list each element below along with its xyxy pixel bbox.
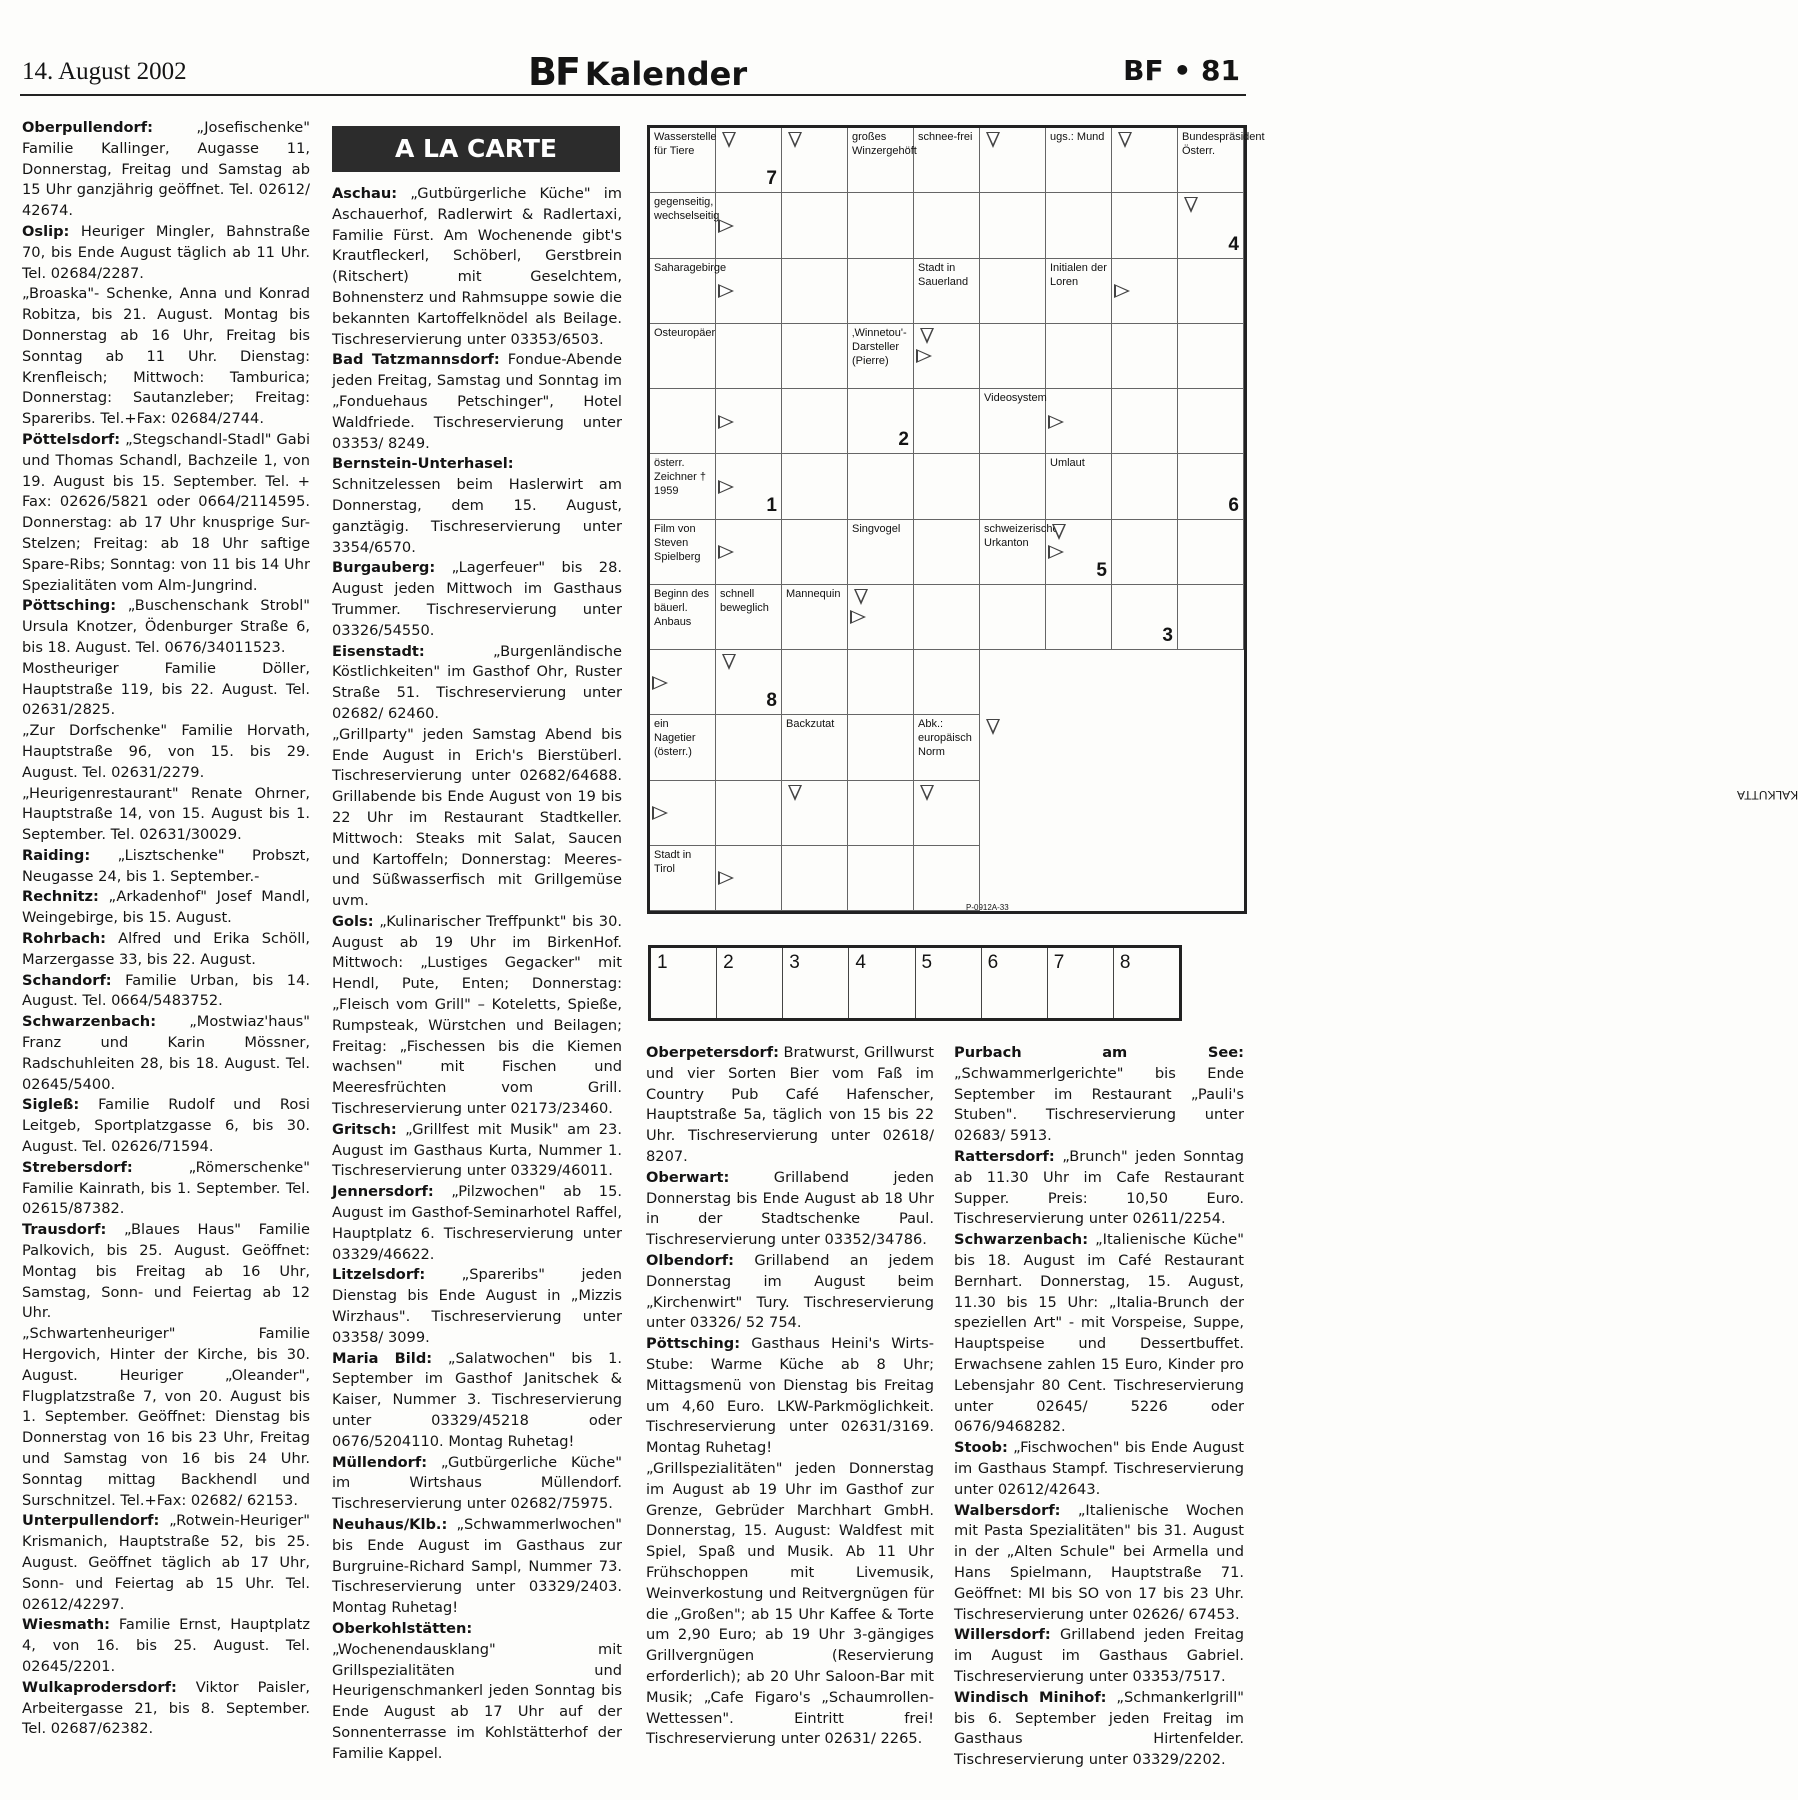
crossword-cell[interactable]: [848, 650, 914, 715]
place-name: Gritsch:: [332, 1120, 397, 1138]
listing-entry: [332, 1515, 622, 1619]
listing-entry: [954, 1688, 1244, 1771]
listing-text: „Burgenländische Köstlichkeiten" im Gasthof Ohr, Ruster Straße 51. Tischreservierung unter 02682/ 62460.: [332, 642, 622, 722]
place-name: Walbersdorf:: [954, 1501, 1061, 1519]
clue-cell: österr. Zeichner † 1959: [650, 454, 716, 519]
crossword-cell[interactable]: [914, 389, 980, 454]
place-name: Raiding:: [22, 846, 91, 864]
section-title: Kalender: [584, 55, 748, 93]
place-name: Stoob:: [954, 1439, 1008, 1457]
clue-cell: ‚Winnetou'-Darsteller (Pierre): [848, 324, 914, 389]
listing-entry: [22, 1615, 310, 1677]
crossword-cell[interactable]: [782, 650, 848, 715]
listing-entry: [22, 1158, 310, 1220]
listing-entry: [332, 1120, 622, 1182]
listing-text: „Lagerfeuer" bis 28. August jeden Mittwoch im Gasthaus Trummer. Tischreservierung unter 03326/54550.: [332, 559, 622, 639]
listing-text: „Lisztschenke" Probszt, Neugasse 24, bis 1. September.-: [22, 846, 310, 885]
crossword-cell[interactable]: [1112, 454, 1178, 519]
listing-text: Grillabend jeden Freitag im August im Gasthaus Gabriel. Tischreservierung unter 03353/7517.: [954, 1626, 1244, 1685]
crossword-cell[interactable]: [782, 324, 848, 389]
listing-text: „Schwammerlgerichte" bis Ende September im Restaurant „Pauli's Stuben". Tischreservierung unter 02683/ 5913.: [954, 1064, 1244, 1145]
crossword-cell[interactable]: [1112, 520, 1178, 585]
arrow-down-icon: [788, 132, 802, 148]
place-name: Purbach am See:: [954, 1044, 1244, 1061]
clue-cell: Film von Steven Spielberg: [650, 520, 716, 585]
listing-text: „Mostwiaz'haus" Franz und Karin Mössner, Radschuhleiten 28, bis 18. August. Tel. 02645/5400.: [22, 1013, 310, 1093]
clue-cell: ugs.: Mund: [1046, 128, 1112, 193]
puzzle-code: P-0912A-33: [966, 903, 1009, 912]
crossword-cell[interactable]: [848, 781, 914, 846]
clue-cell: Singvogel: [848, 520, 914, 585]
listing-text: Mostheuriger Familie Döller, Hauptstraße 119, bis 22. August. Tel. 02631/2825.: [22, 659, 310, 719]
arrow-right-icon: [1048, 415, 1064, 429]
listing-text: „Italienische Küche" bis 18. August im Café Restaurant Bernhart. Donnerstag, 15. August, 11.30 bis 15 Uhr: „Italia-Brunch der speziellen Art" - mit Vorspeise, Suppe, Hauptspeise und Dessertbuffet. Erwachsene zahlen 15 Euro, Kinder pro Lebensjahr 80 Cent. Tischreservierung unter 02645/ 5226 oder 0676/9468282.: [954, 1231, 1244, 1436]
arrow-down-icon: [854, 589, 868, 605]
crossword-cell[interactable]: [848, 193, 914, 258]
listing-text: Heuriger Mingler, Bahnstraße 70, bis Ende August täglich ab 11 Uhr. Tel. 02684/2287.: [22, 222, 310, 282]
listing-text: „Josefischenke" Familie Kallinger, Augasse 11, Donnerstag, Freitag und Samstag ab 15 Uhr ganzjährig geöffnet. Tel. 02612/ 42674.: [22, 119, 310, 220]
place-name: Burgauberg:: [332, 559, 436, 577]
listing-entry: [332, 725, 622, 912]
listing-text: Grillabend jeden Donnerstag bis Ende August ab 18 Uhr in der Stadtschenke Paul. Tischreservierung unter 03352/34786.: [646, 1168, 934, 1249]
listing-entry: [646, 1168, 934, 1251]
answer-cell[interactable]: 4: [849, 948, 915, 1018]
listing-entry: [954, 1501, 1244, 1626]
crossword-cell[interactable]: [914, 454, 980, 519]
listings-column-4: [954, 1043, 1244, 1771]
crossword-puzzle: [647, 125, 1798, 914]
crossword-cell[interactable]: [782, 389, 848, 454]
listings-column-1: [22, 118, 310, 1740]
solution-number: 7: [766, 168, 777, 190]
solution-number: 1: [766, 494, 777, 516]
listing-entry: [332, 558, 622, 641]
listing-entry: [22, 784, 310, 846]
listing-entry: [22, 284, 310, 430]
place-name: Maria Bild:: [332, 1349, 433, 1367]
place-name: Eisenstadt:: [332, 642, 425, 660]
listing-entry: [954, 1043, 1244, 1147]
listing-entry: [332, 1182, 622, 1265]
clue-cell: ein Nagetier (österr.): [650, 715, 716, 780]
clue-cell: großes Winzergehöft: [848, 128, 914, 193]
listing-entry: [954, 1147, 1244, 1230]
place-name: Gols:: [332, 912, 374, 930]
listing-text: „Grillspezialitäten" jeden Donnerstag im August ab 19 Uhr im Gasthof zur Grenze, Gebrüder Marchhart GmbH. Donnerstag, 15. August: Waldfest mit Spiel, Spaß und Musik. Ab 11 Uhr Frühschoppen mit Livemusik, Weinverkostung und Reitvergnügen für die „Großen"; ab 15 Uhr Kaffee & Torte um 2,90 Euro; ab 19 Uhr 3-gängiges Grillvergnügen (Reservierung erforderlich); ab 20 Uhr Saloon-Bar mit Musik; „Cafe Figaro's „Schaumrollen-Wettessen". Eintritt frei! Tischreservierung unter 02631/ 2265.: [646, 1459, 934, 1748]
place-name: Schwarzenbach:: [954, 1231, 1089, 1249]
brand-logo: BF: [528, 50, 579, 94]
arrow-down-icon: [1184, 197, 1198, 213]
listing-entry: [332, 350, 622, 454]
listing-entry: [332, 184, 622, 350]
listing-entry: [954, 1438, 1244, 1500]
listing-entry: [22, 1095, 310, 1157]
listing-entry: [332, 1619, 622, 1765]
crossword-cell[interactable]: [1178, 520, 1244, 585]
listing-entry: [22, 721, 310, 783]
crossword-cell[interactable]: [1178, 259, 1244, 324]
place-name: Windisch Minihof:: [954, 1688, 1107, 1706]
answer-cell[interactable]: 2: [717, 948, 783, 1018]
place-name: Trausdorf:: [22, 1221, 107, 1239]
place-name: Rohrbach:: [22, 930, 107, 948]
solution-number: 3: [1162, 625, 1173, 646]
crossword-cell[interactable]: [914, 193, 980, 258]
place-name: Litzelsdorf:: [332, 1266, 426, 1284]
crossword-cell[interactable]: [848, 846, 914, 911]
listing-text: „Broaska"- Schenke, Anna und Konrad Robitza, bis 21. August. Montag bis Donnerstag ab 16 Uhr, Freitag bis Sonntag ab 11 Uhr. Dienstag: Krenfleisch; Mittwoch: Tamburica; Donnerstag: Sautanzleber; Freitag: Spareribs. Tel.+Fax: 02684/2744.: [22, 285, 310, 428]
clue-cell: Umlaut: [1046, 454, 1112, 519]
arrow-right-icon: [916, 349, 932, 363]
crossword-cell[interactable]: [914, 650, 980, 715]
solution-label: KALKUTTA: [1737, 788, 1798, 802]
place-name: Sigleß:: [22, 1096, 80, 1114]
listing-text: „Grillparty" jeden Samstag Abend bis Ende August in Erich's Bierstüberl. Tischreservierung unter 02682/64688. Grillabende bis Ende August von 19 bis 22 Uhr im Restaurant Stadtkeller. Mittwoch: Steaks mit Salat, Saucen und Kartoffeln; Donnerstag: Meeres- und Süßwasserfisch mit Grillgemüse uvm.: [332, 725, 622, 910]
arrow-right-icon: [652, 806, 668, 820]
place-name: Rattersdorf:: [954, 1147, 1055, 1165]
listing-text: „Salatwochen" bis 1. September im Gasthof Janitschek & Kaiser, Nummer 3. Tischreservierung unter 03329/45218 oder 0676/5204110. Montag Ruhetag!: [332, 1349, 622, 1450]
listing-entry: [332, 912, 622, 1120]
listing-entry: [646, 1334, 934, 1459]
page-number: BF • 81: [1123, 54, 1240, 87]
place-name: Wulkaprodersdorf:: [22, 1678, 177, 1696]
listing-text: Alfred und Erika Schöll, Marzergasse 33, bis 22. August.: [22, 930, 310, 968]
clue-cell: Stadt in Tirol: [650, 846, 716, 911]
crossword-cell[interactable]: [1046, 324, 1112, 389]
place-name: Rechnitz:: [22, 888, 99, 906]
clue-cell: Beginn des bäuerl. Anbaus: [650, 585, 716, 650]
listing-entry: [22, 971, 310, 1013]
listings-column-3: [646, 1043, 934, 1750]
place-name: Oberkohlstätten:: [332, 1619, 473, 1637]
listing-text: „Spareribs" jeden Dienstag bis Ende August in „Mizzis Wirzhaus". Tischreservierung unter 03358/ 3099.: [332, 1266, 622, 1346]
place-name: Strebersdorf:: [22, 1158, 133, 1176]
listing-text: „Gutbürgerliche Küche" im Wirtshaus Müllendorf. Tischreservierung unter 02682/75975.: [332, 1453, 622, 1513]
crossword-cell[interactable]: [1178, 454, 1244, 519]
clue-cell: Wasserstelle für Tiere: [650, 128, 716, 193]
place-name: Aschau:: [332, 185, 398, 202]
crossword-cell[interactable]: [980, 454, 1046, 519]
listing-entry: [22, 1324, 310, 1511]
clue-cell: Bundespräsident Österr.: [1178, 128, 1244, 193]
arrow-right-icon: [1114, 284, 1130, 298]
arrow-right-icon: [718, 284, 734, 298]
listing-text: „Arkadenhof" Josef Mandl, Weingebirge, bis 15. August.: [22, 888, 310, 927]
place-name: Olbendorf:: [646, 1251, 734, 1269]
clue-cell: Abk.: europäisch Norm: [914, 715, 980, 780]
arrow-right-icon: [652, 676, 668, 690]
place-name: Pöttelsdorf:: [22, 430, 121, 448]
crossword-cell[interactable]: [1178, 389, 1244, 454]
arrow-right-icon: [718, 415, 734, 429]
place-name: Wiesmath:: [22, 1616, 110, 1634]
crossword-cell[interactable]: [914, 846, 980, 911]
crossword-cell[interactable]: [848, 259, 914, 324]
crossword-cell[interactable]: [782, 846, 848, 911]
crossword-cell[interactable]: [650, 389, 716, 454]
crossword-cell[interactable]: [848, 389, 914, 454]
solution-row: [648, 945, 1182, 1021]
place-name: Bad Tatzmannsdorf:: [332, 351, 500, 369]
clue-cell: Stadt in Sauerland: [914, 259, 980, 324]
crossword-cell[interactable]: [782, 193, 848, 258]
listing-text: „Rotwein-Heuriger" Krismanich, Hauptstraße 52, bis 25. August. Geöffnet täglich ab 17 Uhr, Sonn- und Feiertag ab 15 Uhr. Tel. 02612/42297.: [22, 1512, 310, 1613]
crossword-cell[interactable]: [716, 324, 782, 389]
listing-text: „Brunch" jeden Sonntag ab 11.30 Uhr im Cafe Restaurant Supper. Preis: 10,50 Euro. Tischreservierung unter 02611/2254.: [954, 1147, 1244, 1228]
crossword-cell[interactable]: [848, 715, 914, 780]
answer-cell[interactable]: 3: [783, 948, 849, 1018]
listing-text: Fondue-Abende jeden Freitag, Samstag und Sonntag im „Fonduehaus Petschinger", Hotel Waldfriede. Tischreservierung unter 03353/ 8249.: [332, 351, 622, 452]
crossword-cell[interactable]: [1178, 585, 1244, 650]
arrow-down-icon: [1118, 132, 1132, 148]
listing-text: Bratwurst, Grillwurst und vier Sorten Bier vom Faß im Country Pub Café Hafenscher, Hauptstraße 5a, täglich von 15 bis 22 Uhr. Tischreservierung unter 02618/ 8207.: [646, 1044, 934, 1165]
crossword-cell[interactable]: [1046, 193, 1112, 258]
listing-entry: [332, 1265, 622, 1348]
listing-text: Gasthaus Heini's Wirts-Stube: Warme Küche ab 8 Uhr; Mittagsmenü von Dienstag bis Freitag um 4,60 Euro. LKW-Parkmöglichkeit. Tischreservierung unter 02631/3169. Montag Ruhetag!: [646, 1335, 934, 1457]
crossword-cell[interactable]: [980, 324, 1046, 389]
listing-text: „Kulinarischer Treffpunkt" bis 30. August ab 19 Uhr im BirkenHof. Mittwoch: „Lustiges Gegacker" mit Hendl, Pute, Enten; Donnerstag: „Fleisch vom Grill" – Koteletts, Spieße, Rumpsteak, Würstchen und Beilagen; Freitag: „Fischessen bis die Kiemen wachsen" mit Fischen und Meeresfrüchten vom Grill. Tischreservierung unter 02173/23460.: [332, 912, 622, 1118]
listing-text: „Buschenschank Strobl" Ursula Knotzer, Ödenburger Straße 6, bis 18. August. Tel. 0676/34011523.: [22, 597, 310, 656]
listing-entry: [332, 1453, 622, 1515]
answer-cell[interactable]: 7: [1048, 948, 1114, 1018]
place-name: Unterpullendorf:: [22, 1512, 160, 1530]
arrow-right-icon: [718, 219, 734, 233]
crossword-cell[interactable]: [980, 259, 1046, 324]
arrow-right-icon: [850, 610, 866, 624]
solution-number: 5: [1096, 559, 1107, 581]
solution-number: 6: [1228, 494, 1239, 516]
solution-number: 4: [1228, 233, 1239, 255]
listing-entry: [22, 846, 310, 888]
crossword-cell[interactable]: [716, 781, 782, 846]
place-name: Bernstein-Unterhasel:: [332, 455, 514, 473]
arrow-down-icon: [722, 132, 736, 148]
crossword-cell[interactable]: [980, 585, 1046, 650]
place-name: Pöttsching:: [646, 1335, 741, 1353]
place-name: Willersdorf:: [954, 1626, 1051, 1644]
crossword-cell[interactable]: [1112, 324, 1178, 389]
listing-text: „Stegschandl-Stadl" Gabi und Thomas Schandl, Bachzeile 1, von 19. August bis 15. September. Tel. + Fax: 02626/5821 oder 0664/2114595. Donnerstag: ab 17 Uhr knusprige Sur-Stelzen; Freitag: ab 18 Uhr saftige Spare-Ribs; Sonntag: von 11 bis 14 Uhr Spezialitäten vom Alm-Jungrind.: [22, 430, 310, 594]
place-name: Oslip:: [22, 222, 70, 240]
clue-cell: Videosystem: [980, 389, 1046, 454]
arrow-down-icon: [788, 785, 802, 801]
listing-text: Familie Rudolf und Rosi Leitgeb, Sportplatzgasse 6, bis 30. August. Tel. 02626/71594.: [22, 1096, 310, 1156]
place-name: Oberpullendorf:: [22, 119, 153, 136]
answer-cell[interactable]: 5: [916, 948, 982, 1018]
listings-column-2: [332, 184, 622, 1765]
listing-text: „Blaues Haus" Familie Palkovich, bis 25. August. Geöffnet: Montag bis Freitag ab 16 Uhr, Samstag, Sonn- und Feiertag ab 12 Uhr.: [22, 1221, 310, 1322]
arrow-down-icon: [986, 132, 1000, 148]
place-name: Jennersdorf:: [332, 1183, 434, 1201]
listing-entry: [22, 430, 310, 596]
arrow-down-icon: [1052, 524, 1066, 540]
crossword-cell[interactable]: [1178, 324, 1244, 389]
listing-entry: [22, 887, 310, 929]
clue-cell: Backzutat: [782, 715, 848, 780]
answer-cell[interactable]: 6: [982, 948, 1048, 1018]
listing-text: „Römerschenke" Familie Kainrath, bis 1. September. Tel. 02615/87382.: [22, 1158, 310, 1218]
listing-entry: [646, 1459, 934, 1750]
listing-entry: [22, 1012, 310, 1095]
listing-entry: [22, 596, 310, 658]
crossword-cell[interactable]: [716, 715, 782, 780]
clue-cell: Saharagebirge: [650, 259, 716, 324]
listing-text: „Grillfest mit Musik" am 23. August im Gasthaus Kurta, Nummer 1. Tischreservierung unter 03329/46011.: [332, 1120, 622, 1180]
listing-text: „Schwartenheuriger" Familie Hergovich, Hinter der Kirche, bis 30. August. Heuriger „Oleander", Flugplatzstraße 7, von 20. August bis 1. September. Geöffnet: Dienstag bis Donnerstag von 16 bis 23 Uhr, Freitag und Samstag von 16 bis 24 Uhr. Sonntag mittag Backhendl und Surschnitzel. Tel.+Fax: 02682/ 62153.: [22, 1325, 310, 1509]
listing-entry: [332, 642, 622, 725]
section-header: [528, 50, 747, 94]
listing-entry: [332, 454, 622, 558]
arrow-down-icon: [920, 328, 934, 344]
listing-text: Familie Ernst, Hauptplatz 4, von 16. bis 25. August. Tel. 02645/2201.: [22, 1616, 310, 1675]
clue-cell: schweizerischer Urkanton: [980, 520, 1046, 585]
listing-text: „Schwammerlwochen" bis Ende August im Gasthaus zur Burgruine-Richard Sampl, Nummer 73. Tischreservierung unter 03329/2403. Montag Ruhetag!: [332, 1516, 622, 1617]
arrow-down-icon: [986, 719, 1000, 735]
listing-entry: [954, 1625, 1244, 1687]
answer-cell[interactable]: 8: [1119, 952, 1131, 973]
clue-cell: Initialen der Loren: [1046, 259, 1112, 324]
listing-entry: [22, 1678, 310, 1740]
listing-text: „Gutbürgerliche Küche" im Aschauerhof, Radlerwirt & Radlertaxi, Familie Fürst. Am Wochenende gibt's Krautfleckerl, Schöberl, Gerstbrein (Ritschert) mit Geselchtem, Bohnensterz und Rahmsuppe sowie die bekannten Kartoffelknödel als Beilage. Tischreservierung unter 03353/6503.: [332, 185, 622, 348]
crossword-cell[interactable]: [1046, 585, 1112, 650]
listing-text: „Fischwochen" bis Ende August im Gasthaus Stampf. Tischreservierung unter 02612/42643.: [954, 1439, 1244, 1498]
listing-text: „Wochenendausklang" mit Grillspezialitäten und Heurigenschmankerl jeden Sonntag bis Ende August ab 17 Uhr auf der Sonnenterrasse im Kohlstätterhof der Familie Kappel.: [332, 1640, 622, 1762]
listing-text: „Italienische Wochen mit Pasta Spezialitäten" bis 31. August in der „Alten Schule" bei Armella und Hans Spielmann, Hauptstraße 71. Geöffnet: MI bis SO von 17 bis 23 Uhr. Tischreservierung unter 02626/ 67453.: [954, 1501, 1244, 1623]
crossword-cell[interactable]: [782, 454, 848, 519]
arrow-down-icon: [920, 785, 934, 801]
listing-entry: [22, 1511, 310, 1615]
crossword-cell[interactable]: [1112, 389, 1178, 454]
place-name: Oberpetersdorf:: [646, 1044, 779, 1061]
listing-entry: [22, 1220, 310, 1324]
listing-entry: [22, 659, 310, 721]
place-name: Pöttsching:: [22, 597, 117, 615]
listing-text: „Zur Dorfschenke" Familie Horvath, Hauptstraße 96, von 15. bis 29. August. Tel. 02631/2279.: [22, 722, 310, 781]
header-rule: [20, 94, 1246, 96]
listing-entry: [954, 1230, 1244, 1438]
listing-text: Viktor Paisler, Arbeitergasse 21, bis 8. September. Tel. 02687/62382.: [22, 1678, 310, 1738]
listing-entry: [332, 1349, 622, 1453]
answer-cell[interactable]: 1: [651, 948, 717, 1018]
place-name: Neuhaus/Klb.:: [332, 1516, 448, 1533]
listing-text: „Heurigenrestaurant" Renate Ohrner, Hauptstraße 14, von 15. August bis 1. September. Tel. 02631/30029.: [22, 784, 310, 844]
solution-number: 8: [766, 690, 777, 712]
crossword-cell[interactable]: [914, 520, 980, 585]
crossword-cell[interactable]: [1112, 585, 1178, 650]
crossword-cell[interactable]: [980, 193, 1046, 258]
place-name: Müllendorf:: [332, 1453, 428, 1471]
clue-cell: schnell beweglich: [716, 585, 782, 650]
clue-cell: schnee-frei: [914, 128, 980, 193]
issue-date: 14. August 2002: [22, 58, 187, 85]
arrow-down-icon: [722, 654, 736, 670]
listing-entry: [22, 118, 310, 222]
listing-text: Schnitzelessen beim Haslerwirt am Donnerstag, dem 15. August, ganztägig. Tischreservierung unter 3354/6570.: [332, 476, 622, 556]
listing-entry: [22, 222, 310, 284]
crossword-cell[interactable]: [848, 454, 914, 519]
crossword-cell[interactable]: [914, 585, 980, 650]
listing-text: Familie Urban, bis 14. August. Tel. 0664/5483752.: [22, 971, 310, 1010]
clue-cell: Mannequin: [782, 585, 848, 650]
arrow-right-icon: [718, 871, 734, 885]
listing-entry: [646, 1251, 934, 1334]
listing-text: Grillabend an jedem Donnerstag im August beim „Kirchenwirt" Tury. Tischreservierung unter 03326/ 52 754.: [646, 1251, 934, 1332]
arrow-right-icon: [718, 480, 734, 494]
arrow-right-icon: [1048, 545, 1064, 559]
listing-entry: [646, 1043, 934, 1168]
listing-text: „Pilzwochen" ab 15. August im Gasthof-Seminarhotel Raffel, Hauptplatz 6. Tischreservierung unter 03329/46622.: [332, 1183, 622, 1263]
crossword-cell[interactable]: [782, 520, 848, 585]
place-name: Schwarzenbach:: [22, 1013, 157, 1031]
listing-text: „Schmankerlgrill" bis 6. September jeden Freitag im Gasthaus Hirtenfelder. Tischreservierung unter 03329/2202.: [954, 1688, 1245, 1769]
place-name: Schandorf:: [22, 971, 112, 989]
clue-cell: Osteuropäer: [650, 324, 716, 389]
place-name: Oberwart:: [646, 1168, 730, 1186]
a-la-carte-banner: A LA CARTE: [332, 126, 620, 172]
arrow-right-icon: [718, 545, 734, 559]
listing-entry: [22, 929, 310, 971]
solution-number: 2: [898, 429, 909, 451]
crossword-cell[interactable]: [1112, 193, 1178, 258]
clue-cell: gegenseitig, wechselseitig: [650, 193, 716, 258]
crossword-cell[interactable]: [782, 259, 848, 324]
